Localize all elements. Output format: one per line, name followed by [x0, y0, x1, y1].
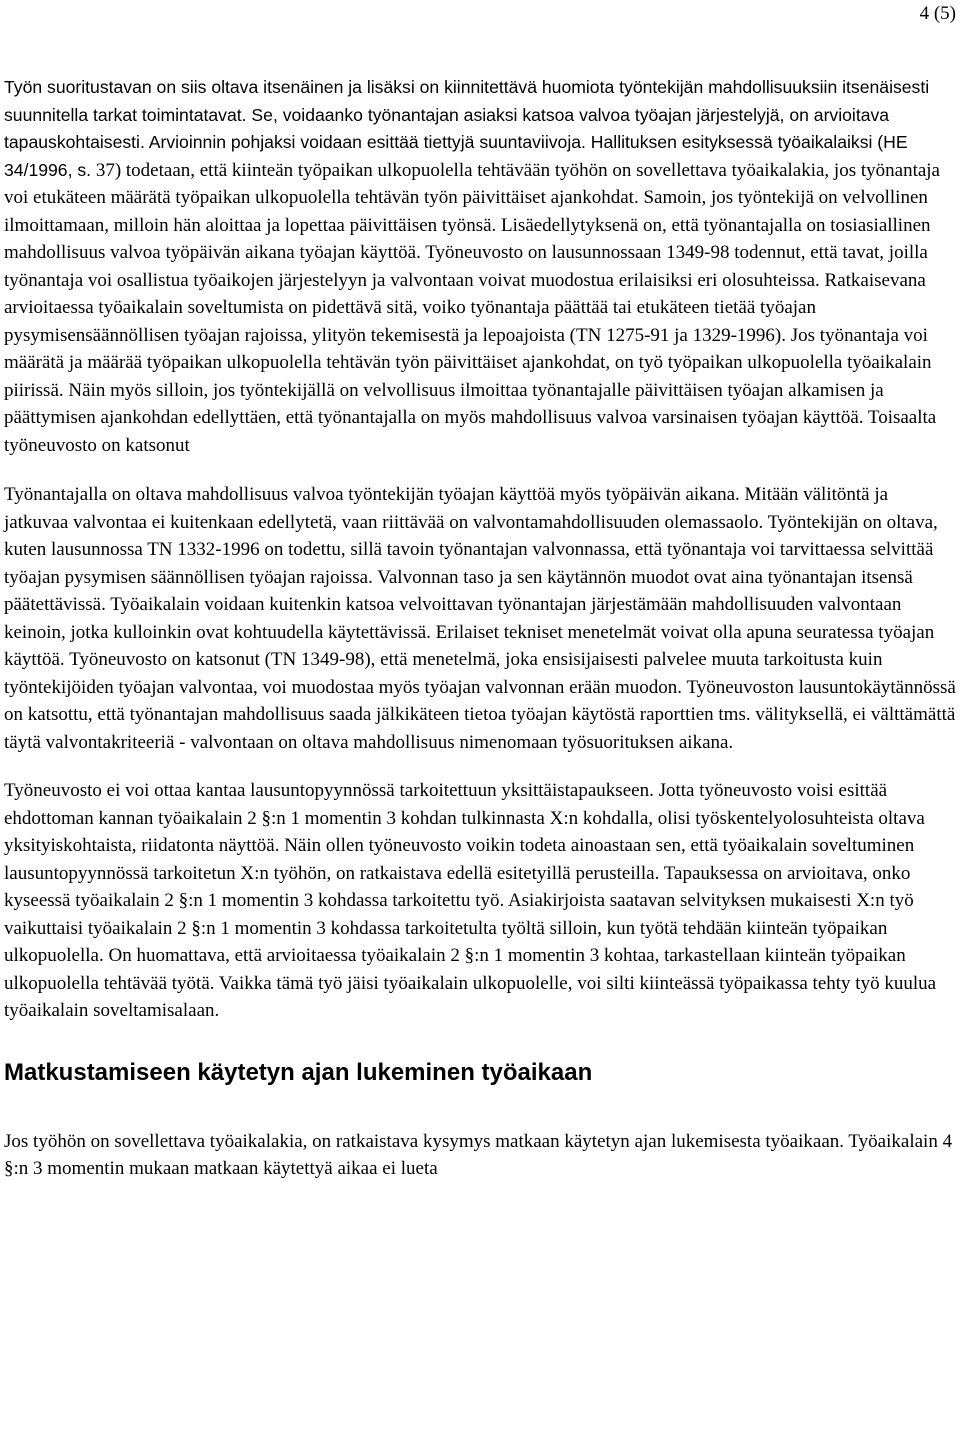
paragraph-work-method [4, 74, 956, 459]
document-body [4, 74, 956, 1183]
paragraph-spacer [4, 1087, 956, 1128]
paragraph-travel-time: Jos työhön on sovellettava työaikalakia, on ratkaistava kysymys matkaan käytetyn ajan lukemisesta työaikaan. Työaikalain 4 §:n 3 momentin mukaan matkaan käytettyä aikaa ei lueta [4, 1130, 953, 1179]
paragraph-supervision: Työnantajalla on oltava mahdollisuus valvoa työntekijän työajan käyttöä myös työpäivän aikana. Mitään välitöntä ja jatkuvaa valvontaa ei kuitenkaan edellytetä, vaan riittävää on valvontamahdollisuuden olemassaolo. Työntekijän on oltava, kuten lausunnossa TN 1332-1996 on todettu, sillä tavoin työnantajan valvonnassa, että työnantaja voi tarvittaessa selvittää työajan pysymisen säännöllisen työajan rajoissa. Valvonnan taso ja sen käytännön muodot ovat aina työnantajan itsensä päätettävissä. Työaikalain voidaan kuitenkin katsoa velvoittavan työnantajan järjestämään mahdollisuuden valvontaan keinoin, jotka kulloinkin ovat kohtuudella käytettävissä. Erilaiset tekniset menetelmät voivat olla apuna seuratessa työajan käyttöä. Työneuvosto on katsonut (TN 1349-98), että menetelmä, joka ensisijaisesti palvelee muuta tarkoitusta kuin työntekijöiden työajan valvontaa, voi muodostaa myös työajan valvonnan erään muodon. Työneuvoston lausuntokäytännössä on katsottu, että työnantajan mahdollisuus saada jälkikäteen tietoa työajan käytöstä raporttien tms. välityksellä, ei välttämättä täytä valvontakriteeriä - valvontaan on oltava mahdollisuus nimenomaan työsuorituksen aikana. [4, 484, 956, 753]
paragraph-work-method-sans-text: Työn suoritustavan on siis oltava itsenäinen ja lisäksi on kiinnitettävä huomiota työntekijän mahdollisuuksiin itsenäisesti suunnitella tarkat toimintatavat. Se, voidaanko työnantajan asiaksi katsoa valvoa työajan järjestelyjä, on arvioitava tapauskohtaisesti. Arvioinnin pohjaksi voidaan esittää tiettyjä suuntaviivoja. Hallituksen esityksessä työaikalaiksi (HE 34/1996, s. [4, 77, 930, 180]
paragraph-spacer [4, 756, 956, 777]
paragraph-work-method-serif-text: 37) todetaan, että kiinteän työpaikan ulkopuolella tehtävään työhön on sovellettava työaikalakia, jos työnantaja voi etukäteen määrätä työpaikan ulkopuolella tehtävän työn päivittäiset ajankohdat. Samoin, jos työntekijä on velvollinen ilmoittamaan, milloin hän aloittaa ja lopettaa päivittäisen työnsä. Lisäedellytyksenä on, että työnantajalla on tosiasiallinen mahdollisuus valvoa työpäivän aikana työajan käyttöä. Työneuvosto on lausunnossaan 1349-98 todennut, että tavat, joilla työnantaja voi osallistua työaikojen järjestelyyn ja valvontaan voivat muodostua erilaisiksi eri olosuhteissa. Ratkaisevana arvioitaessa työaikalain soveltumista on pidettävä sitä, voiko työnantaja päättää tai etukäteen tietää työajan pysymisensäännöllisen työajan rajoissa, ylityön tekemisestä ja lepoajoista (TN 1275-91 ja 1329-1996). Jos työnantaja voi määrätä ja määrää työpaikan ulkopuolella tehtävän työn päivittäiset ajankohdat, on työ työpaikan ulkopuolella työaikalain piirissä. Näin myös silloin, jos työntekijällä on velvollisuus ilmoittaa työnantajalle päivittäisen työajan alkamisen ja päättymisen ajankohdan edellyttäen, että työnantajalla on myös mahdollisuus valvoa varsinaisen työajan käyttöä. Toisaalta työneuvosto on katsonut [4, 159, 940, 456]
page-number: 4 (5) [919, 3, 956, 24]
paragraph-spacer [4, 459, 956, 481]
paragraph-council-opinion: Työneuvosto ei voi ottaa kantaa lausuntopyynnössä tarkoitettuun yksittäistapaukseen. Jotta työneuvosto voisi esittää ehdottoman kannan työaikalain 2 §:n 1 momentin 3 kohdan tulkinnasta X:n kohdalla, olisi työskentelyolosuhteista oltava yksityiskohtaista, riidatonta näyttöä. Näin ollen työneuvosto voikin todeta ainoastaan sen, että työaikalain soveltuminen lausuntopyynnössä tarkoitetun X:n työhön, on ratkaistava edellä esitetyillä perusteilla. Tapauksessa on arvioitava, onko kyseessä työaikalain 2 §:n 1 momentin 3 kohdassa tarkoitettu työ. Asiakirjoista saatavan selvityksen mukaisesti X:n työ vaikuttaisi työaikalain 2 §:n 1 momentin 3 kohdassa tarkoitetulta työltä silloin, kun työtä tehdään kiinteän työpaikan ulkopuolella. On huomattava, että arvioitaessa työaikalain 2 §:n 1 momentin 3 kohtaa, tarkastellaan kiinteän työpaikan ulkopuolella tehtävää työtä. Vaikka tämä työ jäisi työaikalain ulkopuolelle, voi silti kiinteässä työpaikassa tehty työ kuulua työaikalain soveltamisalaan. [4, 780, 937, 1021]
section-heading: Matkustamiseen käytetyn ajan lukeminen työaikaan [4, 1058, 593, 1086]
